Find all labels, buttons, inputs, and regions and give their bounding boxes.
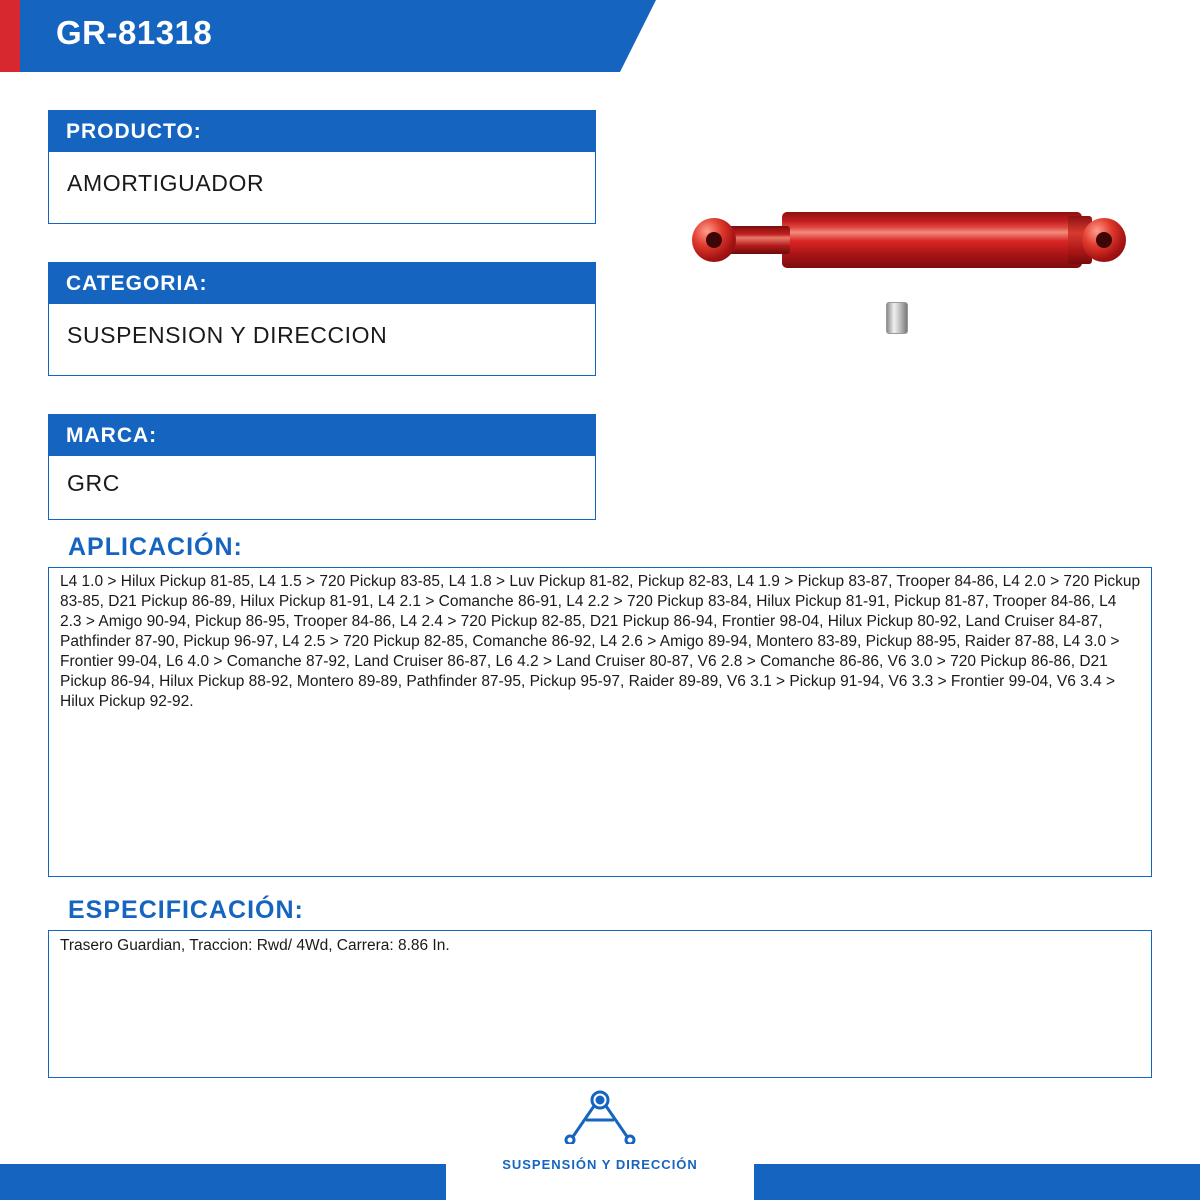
- field-categoria-label: CATEGORIA:: [48, 262, 596, 304]
- especificacion-text: Trasero Guardian, Traccion: Rwd/ 4Wd, Carrera: 8.86 In.: [60, 937, 450, 954]
- aplicacion-text: L4 1.0 > Hilux Pickup 81-85, L4 1.5 > 720 Pickup 83-85, L4 1.8 > Luv Pickup 81-82, Pickup 82-83, L4 1.9 > Pickup 83-87, Trooper 84-86, L4 2.0 > 720 Pickup 83-85, D21 Pickup 86-89, Hilux Pickup 81-91, L4 2.1 > Comanche 86-91, L4 2.2 > 720 Pickup 83-84, Hilux Pickup 81-91, Pickup 81-87, Trooper 84-86, L4 2.3 > Amigo 90-94, Pickup 86-95, Trooper 84-86, L4 2.4 > 720 Pickup 82-85, D21 Pickup 86-94, Frontier 98-04, Hilux Pickup 80-92, Land Cruiser 84-87, Pathfinder 87-90, Pickup 96-97, L4 2.5 > 720 Pickup 82-85, Comanche 86-92, L4 2.6 > Amigo 89-94, Montero 83-89, Pickup 88-95, Raider 87-88, L4 3.0 > Frontier 99-04, L6 4.0 > Comanche 87-92, Land Cruiser 86-87, L6 4.2 > Land Cruiser 80-87, V6 2.8 > Comanche 86-86, V6 3.0 > 720 Pickup 86-86, D21 Pickup 86-94, Hilux Pickup 88-92, Montero 89-89, Pathfinder 87-95, Pickup 95-97, Raider 89-89, V6 3.1 > Pickup 91-94, V6 3.3 > Frontier 99-04, V6 3.4 > Hilux Pickup 92-92.: [60, 573, 1141, 710]
- footer-caption: SUSPENSIÓN Y DIRECCIÓN: [502, 1157, 698, 1172]
- field-marca: [48, 414, 596, 520]
- field-producto-label: PRODUCTO:: [48, 110, 596, 152]
- field-categoria-value: SUSPENSION Y DIRECCION: [48, 304, 596, 376]
- part-number-title: GR-81318: [56, 14, 213, 51]
- field-producto: [48, 110, 596, 224]
- shock-tube: [782, 212, 1082, 268]
- product-photo: [628, 150, 1148, 350]
- field-marca-label: MARCA:: [48, 414, 596, 456]
- bushing-icon: [886, 302, 908, 334]
- header: [0, 0, 1200, 72]
- especificacion-heading: ESPECIFICACIÓN:: [68, 896, 304, 924]
- field-marca-value: GRC: [48, 456, 596, 520]
- aplicacion-heading: APLICACIÓN:: [68, 533, 243, 561]
- shock-eye-right-icon: [1082, 218, 1126, 262]
- shock-eye-left-icon: [692, 218, 736, 262]
- shock-absorber-icon: [672, 212, 1102, 268]
- field-categoria: [48, 262, 596, 376]
- field-producto-value: AMORTIGUADOR: [48, 152, 596, 224]
- suspension-control-arm-icon: [520, 1090, 680, 1144]
